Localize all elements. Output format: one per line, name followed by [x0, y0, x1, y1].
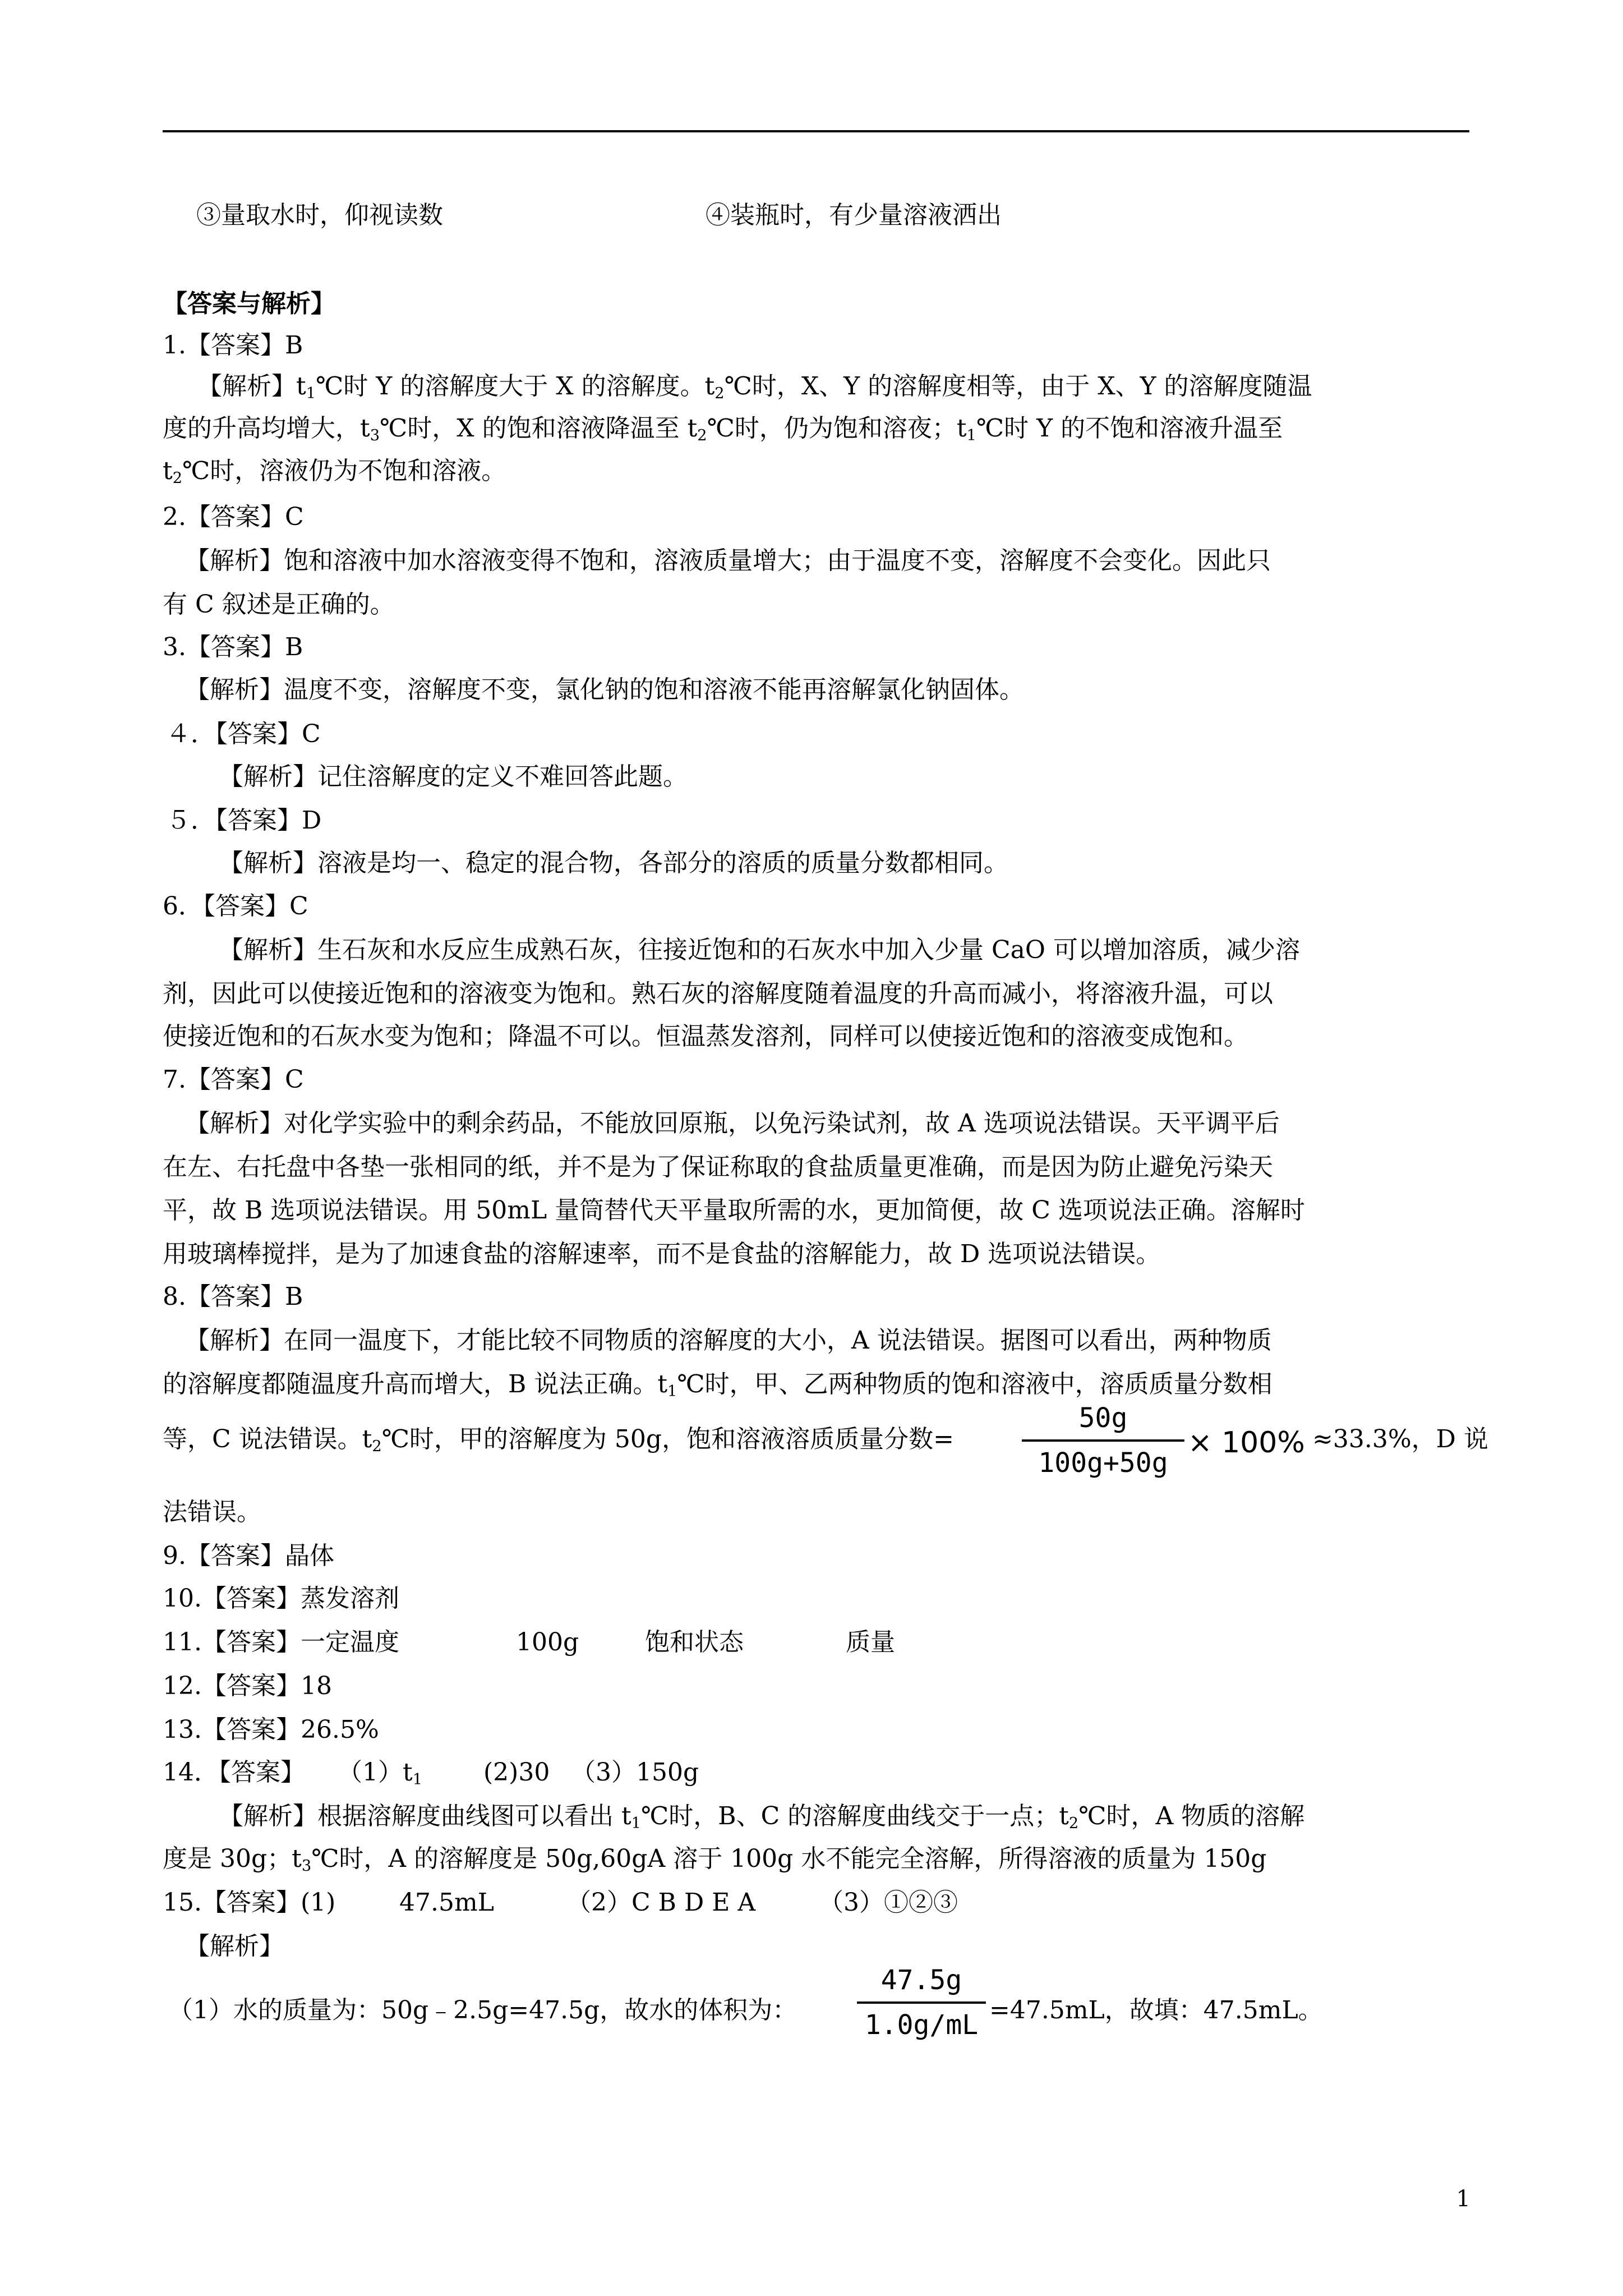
q7-analysis-line4: 用玻璃棒搅拌，是为了加速食盐的溶解速率，而不是食盐的溶解能力，故 D 选项说法错误。: [163, 1240, 1161, 1268]
q8-fraction-numerator: 50g: [1078, 1402, 1128, 1434]
q14-answer-1: $(1)t_1$: [338, 1758, 423, 1788]
q5-answer: ５．【答案】D: [166, 806, 322, 835]
q5-analysis: 【解析】溶液是均一、稳定的混合物，各部分的溶质的质量分数都相同。: [219, 849, 1008, 877]
header-rule: [163, 130, 1469, 132]
q1-answer: 1.【答案】B: [163, 331, 303, 360]
q12-answer: 12.【答案】18: [163, 1672, 332, 1700]
q14-answer: 14．【答案】: [163, 1758, 305, 1787]
page-number: 1: [1456, 2186, 1470, 2212]
q15-analysis-head: 【解析】: [185, 1932, 284, 1961]
q15-answer-3: （3）①②③: [819, 1888, 958, 1917]
q1-analysis-line1: 【解析】$t_1℃$时 Y 的溶解度大于 X 的溶解度。$t_2℃$时，X、Y 的溶解度相等，由于 X、Y 的溶解度随温: [197, 372, 1312, 402]
q14-analysis-line1: 【解析】根据溶解度曲线图可以看出 $t_1℃$时，B、C 的溶解度曲线交于一点；$t_2℃$时，A 物质的溶解: [219, 1802, 1305, 1832]
q7-answer: 7.【答案】C: [163, 1065, 304, 1094]
item-3: ③量取水时，仰视读数: [196, 201, 443, 229]
q8-fraction-bar: [1022, 1439, 1184, 1442]
q8-analysis-line4: 法错误。: [163, 1498, 261, 1526]
item-4: ④装瓶时，有少量溶液洒出: [706, 201, 1002, 229]
q7-analysis-line1: 【解析】对化学实验中的剩余药品，不能放回原瓶，以免污染试剂，故 A 选项说法错误。天平调平后: [185, 1109, 1280, 1138]
q11-answer-3: 饱和状态: [645, 1628, 744, 1657]
q8-fraction-denominator: 100g+50g: [1038, 1447, 1168, 1479]
q4-answer: ４．【答案】C: [166, 720, 321, 748]
q8-analysis-line1: 【解析】在同一温度下，才能比较不同物质的溶解度的大小，A 说法错误。据图可以看出，两种物质: [185, 1326, 1272, 1355]
q8-analysis-line3-tail: ≈33.3%，D 说: [1312, 1425, 1488, 1453]
q6-analysis-line1: 【解析】生石灰和水反应生成熟石灰，往接近饱和的石灰水中加入少量 CaO 可以增加溶质，减少溶: [219, 936, 1300, 964]
q1-analysis-line2: 度的升高均增大，$t_3℃$时，X 的饱和溶液降温至 $t_2℃$时，仍为饱和溶夜；$t_1℃$时 Y 的不饱和溶液升温至: [163, 414, 1283, 444]
section-title: 【答案与解析】: [163, 289, 335, 318]
q15-fraction-bar: [857, 2001, 986, 2004]
q15-analysis-line1-tail: =47.5mL，故填：47.5mL。: [989, 1996, 1323, 2024]
q7-analysis-line3: 平，故 B 选项说法错误。用 50mL 量筒替代天平量取所需的水，更加简便，故 C 选项说法正确。溶解时: [163, 1196, 1305, 1225]
q3-answer: 3.【答案】B: [163, 633, 303, 661]
q8-times-100: × 100%: [1188, 1426, 1305, 1460]
q7-analysis-line2: 在左、右托盘中各垫一张相同的纸，并不是为了保证称取的食盐质量更准确，而是因为防止避免污染天: [163, 1153, 1273, 1181]
q6-analysis-line3: 使接近饱和的石灰水变为饱和；降温不可以。恒温蒸发溶剂，同样可以使接近饱和的溶液变成饱和。: [163, 1022, 1248, 1051]
q6-answer: 6．【答案】C: [163, 892, 308, 921]
q11-answer: 11.【答案】一定温度: [163, 1628, 399, 1657]
q13-answer: 13.【答案】26.5%: [163, 1715, 379, 1744]
q3-analysis: 【解析】温度不变，溶解度不变，氯化钠的饱和溶液不能再溶解氯化钠固体。: [185, 675, 1024, 704]
q1-analysis-line3: $t_2℃$时，溶液仍为不饱和溶液。: [163, 457, 506, 487]
q15-analysis-line1: （1）水的质量为：50g﹣2.5g=47.5g，故水的体积为：: [168, 1996, 797, 2024]
q8-analysis-line3: 等，C 说法错误。$t_2℃$时，甲的溶解度为 50g，饱和溶液溶质质量分数=: [163, 1425, 954, 1455]
q15-fraction: [857, 1964, 986, 2041]
q8-analysis-line2: 的溶解度都随温度升高而增大，B 说法正确。$t_1℃$时，甲、乙两种物质的饱和溶液中，溶质质量分数相: [163, 1370, 1272, 1400]
q11-answer-4: 质量: [846, 1628, 895, 1657]
q15-answer: 15.【答案】(1): [163, 1888, 336, 1917]
q8-fraction: [1022, 1402, 1184, 1479]
q15-answer-1: 47.5mL: [399, 1888, 494, 1917]
q11-answer-2: 100g: [516, 1628, 579, 1657]
q6-analysis-line2: 剂，因此可以使接近饱和的溶液变为饱和。熟石灰的溶解度随着温度的升高而减小，将溶液升温，可以: [163, 979, 1273, 1008]
q15-fraction-numerator: 47.5g: [880, 1964, 962, 1996]
q14-analysis-line2: 度是 30g；$t_3℃$时，A 的溶解度是 50g,60gA 溶于 100g 水不能完全溶解，所得溶液的质量为 150g: [163, 1844, 1267, 1875]
q15-answer-2: （2）C B D E A: [566, 1888, 756, 1917]
q8-answer: 8.【答案】B: [163, 1282, 303, 1311]
q15-fraction-denominator: 1.0g/mL: [864, 2009, 979, 2041]
q2-analysis-line2: 有 C 叙述是正确的。: [163, 590, 395, 619]
q9-answer: 9.【答案】晶体: [163, 1542, 334, 1570]
q14-answer-3: （3）150g: [571, 1758, 699, 1787]
q4-analysis: 【解析】记住溶解度的定义不难回答此题。: [219, 762, 688, 791]
q14-answer-2: (2)30: [483, 1758, 550, 1787]
q2-analysis-line1: 【解析】饱和溶液中加水溶液变得不饱和，溶液质量增大；由于温度不变，溶解度不会变化。因此只: [185, 546, 1271, 575]
q10-answer: 10.【答案】蒸发溶剂: [163, 1584, 399, 1613]
q2-answer: 2.【答案】C: [163, 503, 304, 531]
